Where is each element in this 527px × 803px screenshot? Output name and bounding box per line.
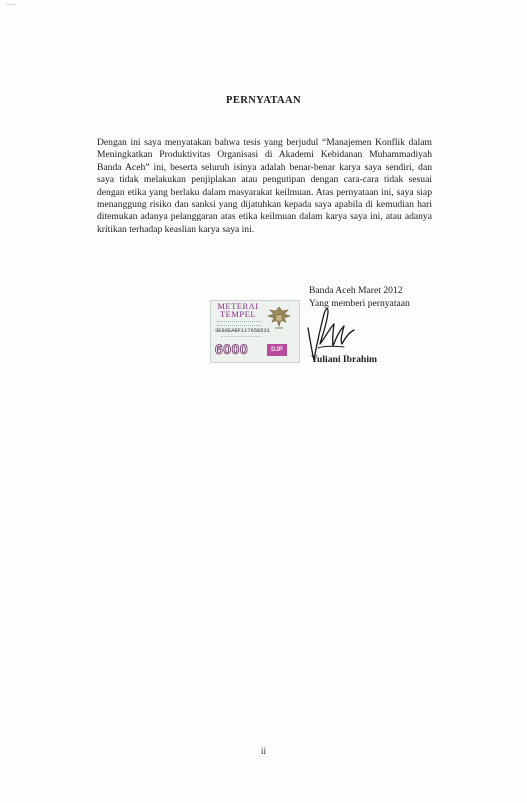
- revenue-stamp: [210, 300, 300, 363]
- statement-giver-label: Yang memberi pernyataan: [309, 298, 410, 309]
- stamp-value: 6000: [215, 341, 249, 357]
- stamp-microtext: [217, 321, 261, 326]
- stamp-serial: 3E86EABF117658531: [215, 328, 270, 334]
- signer-name: Yuliani Ibrahim: [311, 354, 378, 365]
- page-title: PERNYATAAN: [226, 95, 301, 106]
- stamp-title: METERAI TEMPEL: [217, 301, 259, 319]
- scan-corner-mark: [6, 4, 16, 11]
- page-number: ii: [260, 747, 267, 757]
- place-date: Banda Aceh Maret 2012: [309, 285, 403, 296]
- stamp-small-text: [221, 336, 261, 339]
- djp-logo: DJP: [267, 344, 287, 356]
- statement-paragraph: Dengan ini saya menyatakan bahwa tesis yang berjudul “Manajemen Konflik dalam Meningkatkan Produktivitas Organisasi di Akademi Kebidanan Muhammadiyah Banda Aceh” ini, beserta seluruh isinya adalah benar-benar karya saya sendiri, dan saya tidak melakukan penjiplakan atau pengutipan dengan cara-cara tidak sesuai dengan etika yang berlaku dalam masyarakat keilmuan. Atas pernyataan ini, saya siap menanggung risiko dan sanksi yang dijatuhkan kepada saya apabila di kemudian hari ditemukan adanya pelanggaran atas etika keilmuan dalam karya saya ini, atau adanya kritikan terhadap keaslian karya saya ini.: [97, 137, 432, 235]
